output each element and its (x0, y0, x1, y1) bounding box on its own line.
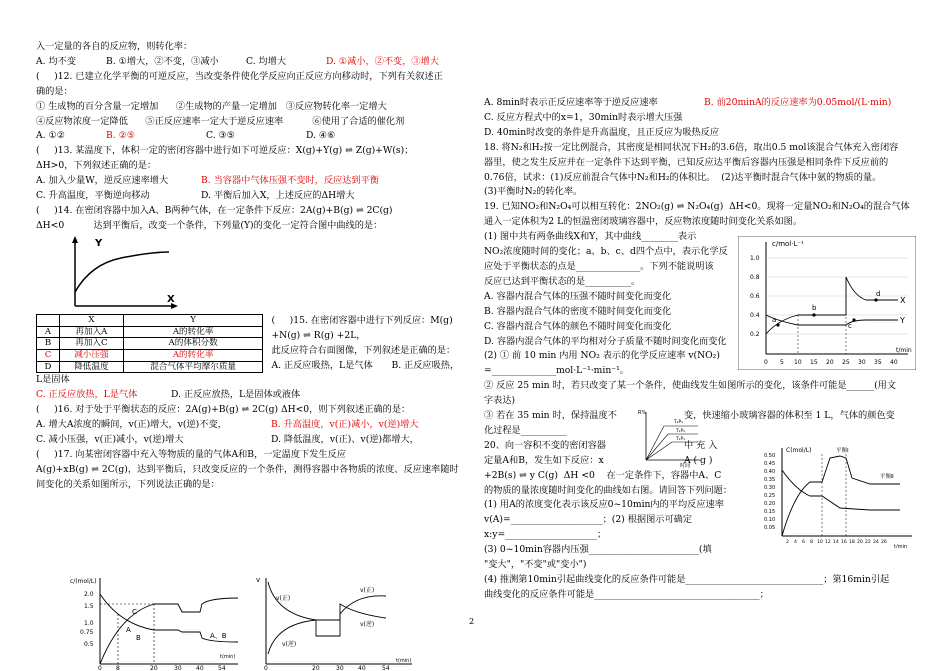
q19-option-b: B. 容器内混合气体的密度不随时间变化而变化 (484, 305, 672, 317)
q20-p4: (4) 推测第10min引起曲线变化的反应条件可能是______________________________；第16min引起 (484, 574, 890, 585)
q17-option-c: C. 反应方程式中的x=1，30min时表示增大压强 (484, 111, 683, 123)
q17-stem-2: A(g)+xB(g) ⇌ 2C(g)，达到平衡后，只改变反应的一个条件，测得容器中各物质的浓度、反应速率随时 (36, 463, 459, 475)
q19-option-c: C. 容器内混合气体的颜色不随时间变化而变化 (484, 320, 672, 332)
g3-ytick: 0.2 (750, 331, 760, 338)
g2-xlabel: t(min) (396, 658, 412, 664)
g3-xtick: 20 (826, 359, 834, 366)
g5-xtick: 26 (881, 540, 887, 545)
q15-options-cd (36, 388, 461, 403)
q12-option-b: B. ②⑤ (106, 130, 136, 142)
g1-label-c: C (132, 608, 137, 616)
q12-option-a: A. ①② (36, 130, 65, 142)
g5-xtick: 20 (857, 540, 863, 545)
table-cell: A的转化率 (123, 349, 263, 361)
g3-xtick: 15 (810, 359, 818, 366)
g3-point-d (874, 298, 877, 301)
g1-label-ab: A、B (210, 632, 227, 640)
q15-option-d: D. 正反应放热，L是固体或液体 (171, 389, 301, 401)
g5-xtick: 6 (802, 540, 805, 545)
g2-xtick: 54 (382, 665, 390, 670)
q15-stem: ( )15. 在密闭容器中进行下列反应：M(g) (271, 314, 453, 326)
g5-ytick: 0.30 (764, 485, 776, 491)
g3-xtick: 30 (858, 359, 866, 366)
q19-p1c: 应处于平衡状态的点是______________。下列不能说明该 (484, 260, 714, 272)
g2-label: v(正) (360, 587, 375, 594)
q20-body (484, 469, 784, 573)
q19-option-a: A. 容器内混合气体的压强不随时间变化而变化 (484, 290, 672, 302)
q19-p1b: NO₂浓度随时间的变化；a、b、c、d四个点中，表示化学反 (484, 246, 728, 258)
g5-xticks (786, 539, 887, 545)
g5-ytick: 0.05 (764, 525, 776, 531)
g2-xtick: 40 (358, 665, 366, 670)
g5-ytick: 0.10 (764, 517, 776, 523)
q17-stem: ( )17. 向某密闭容器中充入等物质的量的气体A和B，一定温度下发生反应 (36, 448, 346, 460)
g5-ylabel: C(mol/L) (786, 447, 812, 454)
g1-xtick: 54 (218, 665, 226, 670)
q17-stem-3: 间变化的关系如图所示，下列说法正确的是： (36, 478, 220, 490)
g3-xtick: 25 (842, 359, 850, 366)
g1-xtick: 0 (98, 665, 102, 670)
q12-stem: ( )12. 已建立化学平衡的可逆反应，当改变条件使化学反应向正反应方向移动时，下列有关叙述正 (36, 70, 443, 82)
q14-axis-y-label: Y (95, 237, 103, 249)
g4-ylabel: R% (638, 410, 647, 416)
q15-option-a: A. 正反应吸热，L是气体 (271, 359, 373, 371)
table-cell: 再加入C (60, 338, 124, 350)
table-header-row (37, 314, 263, 326)
g1-xtick: 20 (150, 665, 158, 670)
left-column (36, 40, 461, 493)
q16-option-b: B. 升高温度，v(正)减小，v(逆)增大 (271, 419, 419, 431)
q19-option-d: D. 容器内混合气体的平均相对分子质量不随时间变化而变化 (484, 335, 727, 347)
g5-ytick: 0.40 (764, 469, 776, 475)
q20-l4: 的物质的量浓度随时间变化的曲线如右图。请回答下列问题： (484, 484, 733, 496)
q19-part3-b: 字表达) (484, 395, 516, 407)
g3-point-b (812, 313, 815, 316)
g1-label-b: B (136, 634, 141, 642)
q16-stem: ( )16. 对于处于平衡状态的反应：2A(g)+B(g) ⇌ 2C(g) ΔH<0，则下列叙述正确的是： (36, 404, 411, 416)
q14-stem-2: ΔH<0 达到平衡后，改变一个条件，下列量(Y)的变化一定符合图中曲线的是： (36, 219, 383, 231)
g3-xtick: 35 (874, 359, 882, 366)
g1-label-a: A (126, 626, 131, 634)
table-header-cell: Y (123, 314, 263, 326)
table-cell: 降低温度 (60, 361, 124, 373)
g1-ylabel: c/(mol/L) (70, 578, 97, 585)
q15-options-ab (271, 359, 461, 374)
q19-part1 (484, 230, 734, 349)
g2-xtick: 20 (312, 665, 320, 670)
g5-xtick: 22 (865, 540, 871, 545)
g3-xlabel: t/min (896, 347, 912, 354)
g5-ytick: 0.20 (764, 501, 776, 507)
g4-label: T₁P₂ (676, 429, 686, 434)
g5-curve-c (782, 456, 900, 536)
table-cell: 再加入A (60, 326, 124, 338)
g5-ytick: 0.25 (764, 493, 776, 499)
q18-line-3: 0.76倍，试求：(1)反应前混合气体中N₂和H₂的体积比。 (2)达平衡时混合气体中氨的物质的量。 (484, 171, 882, 183)
q12-option-d: D. ④⑥ (306, 130, 336, 142)
g3-ylabel: c/mol·L⁻¹ (772, 240, 804, 248)
q19-p4b: 变，快速缩小玻璃容器的体积至 1 L，气体的颜色变 (684, 410, 895, 422)
g1-ytick: 1.5 (84, 603, 94, 610)
q11-option-a: A. 均不变 (36, 55, 77, 67)
q14-y-arrow-icon (72, 236, 78, 243)
g5-xtick: 12 (825, 540, 831, 545)
g5-xtick: 8 (810, 540, 813, 545)
g5-ytick: 0.45 (764, 461, 776, 467)
q11-option-d: D. ①减小，②不变，③增大 (326, 55, 439, 67)
q14-curve-figure (61, 234, 181, 312)
q17-option-d: D. 40min时改变的条件是升高温度，且正反应为吸热反应 (484, 126, 720, 138)
q20-l2: 定量A和B，发生如下反应：x (484, 454, 604, 466)
q13-option-d: D. 平衡后加入X，上述反应的ΔH增大 (201, 190, 355, 202)
g3-point-a (776, 323, 779, 326)
g3-ytick: 0.6 (750, 293, 760, 300)
g2-label: v(正) (276, 595, 291, 602)
g1-curve-c (100, 598, 238, 664)
q17-concentration-graph (70, 574, 245, 670)
q19-line-1: 19. 已知NO₂和N₂O₄可以相互转化：2NO₂(g) ⇌ N₂O₄(g) ΔH<0。现将一定量NO₂和N₂O₄的混合气体 (484, 201, 910, 213)
q18-line-2: 器里，使之发生反应并在一定条件下达到平衡，已知反应达平衡后容器内压强是相同条件下反应前的 (484, 156, 889, 168)
q19-p1a: (1) 图中共有两条曲线X和Y，其中曲线________表示 (484, 231, 697, 243)
g5-label-eq1: 平衡Ⅰ (836, 448, 849, 454)
q19-p4a: ③ 若在 35 min 时，保持温度不 (484, 410, 617, 422)
g4-label: T₂P₁ (674, 420, 684, 425)
table-cell: A的体积分数 (123, 338, 263, 350)
table-cell: C (37, 349, 60, 361)
page-number: 2 (469, 617, 475, 626)
q11-option-b: B. ①增大，②不变，③减小 (106, 55, 219, 67)
q14-q15-row (36, 314, 461, 374)
table-cell: A的转化率 (123, 326, 263, 338)
g3-xtick: 0 (764, 359, 768, 366)
q14-curve (75, 252, 169, 292)
g3-xtick: 5 (780, 359, 784, 366)
q12-option-c: C. ③⑤ (206, 130, 236, 142)
q14-options-table (36, 314, 263, 374)
g5-xtick: 16 (841, 540, 847, 545)
table-cell: D (37, 361, 60, 373)
g5-xtick: 4 (794, 540, 797, 545)
q13-options-1 (36, 174, 461, 189)
g1-ytick: 2.0 (84, 591, 94, 598)
q11-intro: 入一定量的各自的反应物，则转化率： (36, 41, 193, 52)
q20-l3: +2B(s) ⇌ y C(g) ΔH <0 在一定条件下，容器中A、C (484, 469, 722, 481)
g1-xlabel: t(min) (220, 654, 236, 660)
g5-xtick: 18 (849, 540, 855, 545)
q19-p4c: 化过程是__________ (484, 424, 567, 436)
q20-concentration-graph (760, 444, 916, 548)
g1-xtick: 40 (196, 665, 204, 670)
q13-option-c: C. 升高温度，平衡逆向移动 (36, 190, 150, 202)
g3-ytick: 0.8 (750, 274, 760, 281)
q16-option-c: C. 减小压强，v(正)减小，v(逆)增大 (36, 434, 184, 446)
q18-line-4: (3)平衡时N₂的转化率。 (484, 186, 583, 198)
q15-option-b: B. 正反应吸热， (391, 359, 460, 371)
g2-label: v(逆) (360, 621, 375, 628)
g3-ytick: 0.4 (750, 312, 760, 319)
q19-part3: ② 反应 25 min 时，若只改变了某一个条件，使曲线发生如图所示的变化，该条件可能是______(用文 (484, 380, 897, 392)
table-header-cell (37, 314, 60, 326)
g3-xtick: 10 (794, 359, 802, 366)
q15-block (271, 314, 461, 374)
q15-stem-2: +N(g) ⇌ R(g) +2L， (271, 329, 366, 341)
q20-p1: (1) 用A的浓度变化表示该反应0~10min内的平均反应速率 (484, 499, 724, 511)
g3-label-b: b (812, 304, 817, 312)
q19-part2: (2) ① 前 10 min 内用 NO₂ 表示的化学反应速率 v(NO₂) (484, 350, 720, 362)
q16-options-2 (36, 433, 461, 448)
q12-stem-2: 确的是： (36, 85, 73, 97)
g1-xtick: 8 (116, 665, 120, 670)
table-cell: 混合气体平均摩尔质量 (123, 361, 263, 373)
q19-p1d: 反应已达到平衡状态的是__________。 (484, 275, 641, 287)
q16-option-a: A. 增大A浓度的瞬间，v(正)增大，v(逆)不变， (36, 419, 227, 431)
g5-label-eq2: 平衡Ⅱ (880, 474, 894, 480)
table-cell: A (37, 326, 60, 338)
g3-frame (738, 236, 916, 370)
g1-ytick: 0.5 (84, 641, 94, 648)
q20-l1b: 中 充 入 (684, 439, 718, 451)
g5-ytick: 0.35 (764, 477, 776, 483)
g4-xlabel: 时间 (680, 463, 691, 468)
g4-label: T₁P₁ (676, 437, 686, 442)
g2-xtick: 0 (264, 665, 268, 670)
q11-option-c: C. 均增大 (246, 55, 287, 67)
q11-options (36, 55, 461, 70)
q20-r-percent-graph (636, 406, 702, 468)
q20-p3b: "变大"，"不变"或"变小") (484, 559, 587, 571)
table-row (37, 361, 263, 373)
q16-option-d: D. 降低温度，v(正)、v(逆)都增大， (271, 434, 419, 446)
table-row (37, 326, 263, 338)
q19-part2-b: =______________mol·L⁻¹·min⁻¹。 (484, 365, 629, 377)
g5-xtick: 14 (833, 540, 839, 545)
g5-xtick: 24 (873, 540, 879, 545)
q15-continuation: L是固体 (36, 374, 70, 386)
q13-option-b: B. 当容器中气体压强不变时，反应达到平衡 (201, 175, 379, 187)
g5-ytick: 0.15 (764, 509, 776, 515)
q15-option-c: C. 正反应放热，L是气体 (36, 389, 138, 401)
g3-point-c (852, 318, 855, 321)
g3-label-c: c (848, 322, 852, 330)
g3-label-d: d (876, 290, 881, 298)
g1-xtick: 30 (174, 665, 182, 670)
g1-ytick: 0.75 (80, 629, 94, 636)
q17-rate-graph (256, 574, 416, 670)
q13-option-a: A. 加入少量W，逆反应速率增大 (36, 175, 169, 187)
g3-label-a: a (772, 316, 777, 324)
q15-stem-3: 此反应符合右面图像，下列叙述是正确的是： (271, 344, 456, 356)
q16-options-1 (36, 418, 461, 433)
q12-options (36, 129, 461, 144)
q17-options-ab (484, 96, 916, 111)
g5-xtick: 10 (817, 540, 823, 545)
q17-option-a: A. 8min时表示正反应速率等于逆反应速率 (484, 97, 658, 108)
q20-p1b: v(A)=____________________；(2) 根据图示可确定 (484, 514, 693, 526)
q14-stem: ( )14. 在密闭容器中加入A、B两种气体，在一定条件下反应：2A(g)+B(g) ⇌ 2C(g) (36, 204, 393, 216)
q19-concentration-graph (738, 236, 916, 370)
q20-l2b: A ( g ) (684, 454, 713, 466)
q20-l1: 20、向一容积不变的密闭容器 (484, 439, 606, 451)
q14-axis-x-label: X (167, 293, 175, 305)
q19-line-2: 通入一定体积为2 L的恒温密闭玻璃容器中，反应物浓度随时间变化关系如图。 (484, 216, 803, 228)
g3-series-x-label: X (900, 296, 906, 305)
g2-ylabel: v (256, 576, 261, 584)
g2-xtick: 30 (336, 665, 344, 670)
g3-xtick: 40 (890, 359, 898, 366)
g2-label: v(逆) (282, 641, 297, 648)
q20-p4b: 曲线变化的反应条件可能是____________________________________； (484, 588, 769, 600)
q18-line-1: 18. 将N₂和H₂按一定比例混合，其密度是相同状况下H₂的3.6倍，取出0.5 mol该混合气体充入密闭容 (484, 141, 899, 153)
g3-series-y-label: Y (900, 316, 905, 325)
g4-curve (646, 434, 698, 460)
q20-p3: (3) 0~10min容器内压强________________________(填 (484, 544, 712, 556)
q12-items-2: ④反应物浓度一定降低 ⑤正反应速率一定大于逆反应速率 ⑥使用了合适的催化剂 (36, 115, 405, 127)
q12-items-1: ① 生成物的百分含量一定增加 ②生成物的产量一定增加 ③反应物转化率一定增大 (36, 100, 387, 112)
q13-stem-2: ΔH>0，下列叙述正确的是： (36, 160, 157, 172)
table-row (37, 338, 263, 350)
q20-p1c: x:y=____________________； (484, 529, 607, 541)
table-header-cell: X (60, 314, 124, 326)
g5-ytick: 0.50 (764, 453, 776, 459)
table-cell: 减小压强 (60, 349, 124, 361)
g5-xlabel: t/min (894, 544, 908, 548)
q13-stem: ( )13. 某温度下，体积一定的密闭容器中进行如下可逆反应：X(g)+Y(g) ⇌ Z(g)+W(s)； (36, 145, 414, 157)
table-row (37, 349, 263, 361)
table-cell: B (37, 338, 60, 350)
g1-ytick: 1.0 (84, 620, 94, 627)
g5-xtick: 2 (786, 540, 789, 545)
q17-option-b: B. 前20minA的反应速率为0.05mol/(L·min) (704, 97, 892, 108)
q13-options-2 (36, 189, 461, 204)
g3-ytick: 1.0 (750, 255, 760, 262)
